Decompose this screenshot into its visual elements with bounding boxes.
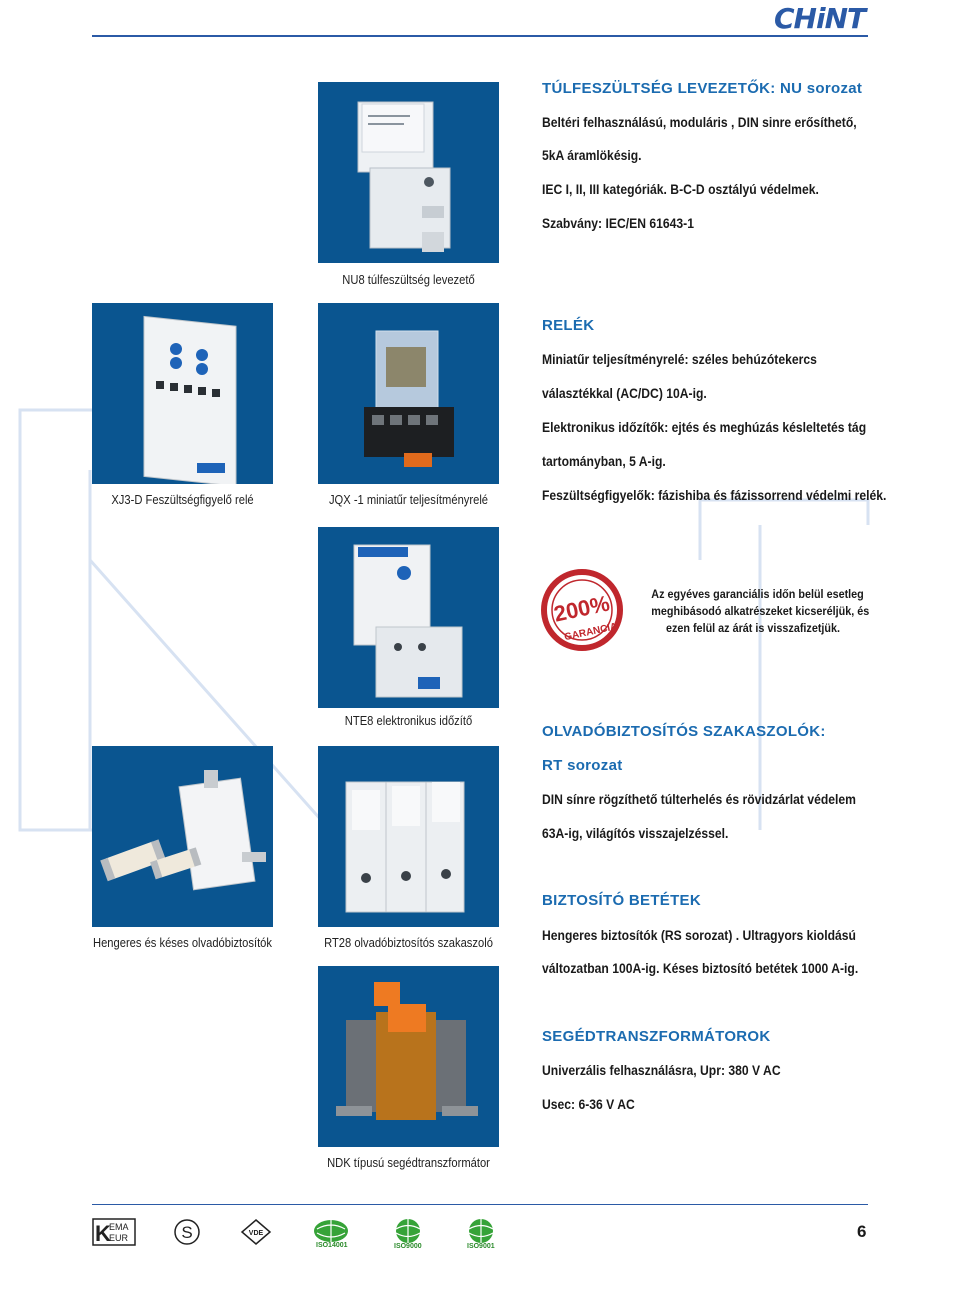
brand-logo: CHiNT bbox=[774, 2, 866, 35]
electronic-timer-illustration bbox=[318, 527, 499, 708]
voltage-monitor-relay-illustration bbox=[92, 303, 273, 484]
footer-rule bbox=[92, 1204, 868, 1205]
caption-jqx1: JQX -1 miniatűr teljesítményrelé bbox=[328, 492, 489, 507]
surge-arrester-illustration bbox=[318, 82, 499, 263]
transformer-line: Usec: 6-36 V AC bbox=[542, 1097, 635, 1112]
photo-nte8 bbox=[318, 527, 499, 708]
vde-mark-icon bbox=[240, 1218, 272, 1246]
fuses-illustration bbox=[92, 746, 273, 927]
relay-line: Miniatűr teljesítményrelé: széles behúzótekercs bbox=[542, 352, 817, 367]
surge-line: Szabvány: IEC/EN 61643-1 bbox=[542, 216, 694, 231]
relay-line: Elektronikus időzítők: ejtés és meghúzás késleltetés tág bbox=[542, 420, 867, 435]
heading-transformers: SEGÉDTRANSZFORMÁTOROK bbox=[542, 1028, 771, 1045]
miniature-relay-illustration bbox=[318, 303, 499, 484]
photo-ndk bbox=[318, 966, 499, 1147]
photo-rt28 bbox=[318, 746, 499, 927]
iso9000-icon bbox=[393, 1218, 423, 1244]
guarantee-line: meghibásodó alkatrészeket kicseréljük, és bbox=[651, 604, 870, 618]
iso14001-icon bbox=[311, 1218, 351, 1244]
caption-nte8: NTE8 elektronikus időzítő bbox=[344, 713, 473, 728]
photo-xj3d bbox=[92, 303, 273, 484]
transformer-illustration bbox=[318, 966, 499, 1147]
fuse-switch-line: 63A-ig, világítós visszajelzéssel. bbox=[542, 826, 729, 841]
subheading-rt-series: RT sorozat bbox=[542, 757, 623, 774]
caption-xj3d: XJ3-D Feszültségfigyelő relé bbox=[111, 492, 254, 507]
iso9001-icon bbox=[466, 1218, 496, 1244]
heading-fuse-links: BIZTOSÍTÓ BETÉTEK bbox=[542, 892, 701, 909]
badge-word: GARANCIA bbox=[563, 621, 619, 644]
heading-relays: RELÉK bbox=[542, 317, 595, 334]
fuse-links-line: Hengeres biztosítók (RS sorozat) . Ultragyors kioldású bbox=[542, 928, 856, 943]
surge-line: 5kA áramlökésig. bbox=[542, 148, 642, 163]
svg-text:EUR: EUR bbox=[109, 1233, 129, 1243]
relay-line: tartományban, 5 A-ig. bbox=[542, 454, 666, 469]
photo-jqx1 bbox=[318, 303, 499, 484]
relay-line: választékkal (AC/DC) 10A-ig. bbox=[542, 386, 707, 401]
fuse-switch-illustration bbox=[318, 746, 499, 927]
heading-fuse-switch: OLVADÓBIZTOSÍTÓS SZAKASZOLÓK: bbox=[542, 723, 826, 740]
badge-percent: 200% bbox=[551, 590, 612, 627]
surge-line: Beltéri felhasználású, moduláris , DIN sinre erősíthető, bbox=[542, 115, 857, 130]
surge-line: IEC I, II, III kategóriák. B-C-D osztályú védelmek. bbox=[542, 182, 819, 197]
svg-text:VDE: VDE bbox=[248, 1230, 264, 1237]
svg-text:S: S bbox=[181, 1223, 193, 1242]
page-number: 6 bbox=[857, 1222, 867, 1241]
fuse-links-line: változatban 100A-ig. Késes biztosító betétek 1000 A-ig. bbox=[542, 961, 859, 976]
caption-ndk: NDK típusú segédtranszformátor bbox=[327, 1155, 490, 1170]
guarantee-badge bbox=[534, 566, 634, 656]
caption-rt28: RT28 olvadóbiztosítós szakaszoló bbox=[324, 935, 493, 950]
photo-nu8 bbox=[318, 82, 499, 263]
guarantee-text bbox=[640, 586, 870, 637]
iso9000-label: ISO9000 bbox=[394, 1243, 422, 1250]
guarantee-line: Az egyéves garanciális időn belül esetleg bbox=[651, 587, 864, 601]
guarantee-line: ezen felül az árát is visszafizetjük. bbox=[665, 621, 841, 635]
heading-surge: TÚLFESZÜLTSÉG LEVEZETŐK: NU sorozat bbox=[542, 80, 863, 97]
svg-text:EMA: EMA bbox=[109, 1222, 129, 1232]
svg-text:K: K bbox=[95, 1221, 111, 1246]
caption-nu8: NU8 túlfeszültség levezető bbox=[342, 272, 475, 287]
kema-keur-mark bbox=[92, 1218, 136, 1246]
transformer-line: Univerzális felhasználásra, Upr: 380 V AC bbox=[542, 1063, 781, 1078]
s-mark-icon bbox=[173, 1218, 201, 1246]
relay-line: Feszültségfigyelők: fázishiba és fázissorrend védelmi relék. bbox=[542, 488, 887, 503]
header-rule bbox=[92, 35, 868, 37]
iso9001-label: ISO9001 bbox=[467, 1243, 495, 1250]
photo-fuses bbox=[92, 746, 273, 927]
caption-fuses: Hengeres és késes olvadóbiztosítók bbox=[93, 935, 272, 950]
iso14001-label: ISO14001 bbox=[316, 1242, 348, 1249]
fuse-switch-line: DIN sínre rögzíthető túlterhelés és rövidzárlat védelem bbox=[542, 792, 856, 807]
